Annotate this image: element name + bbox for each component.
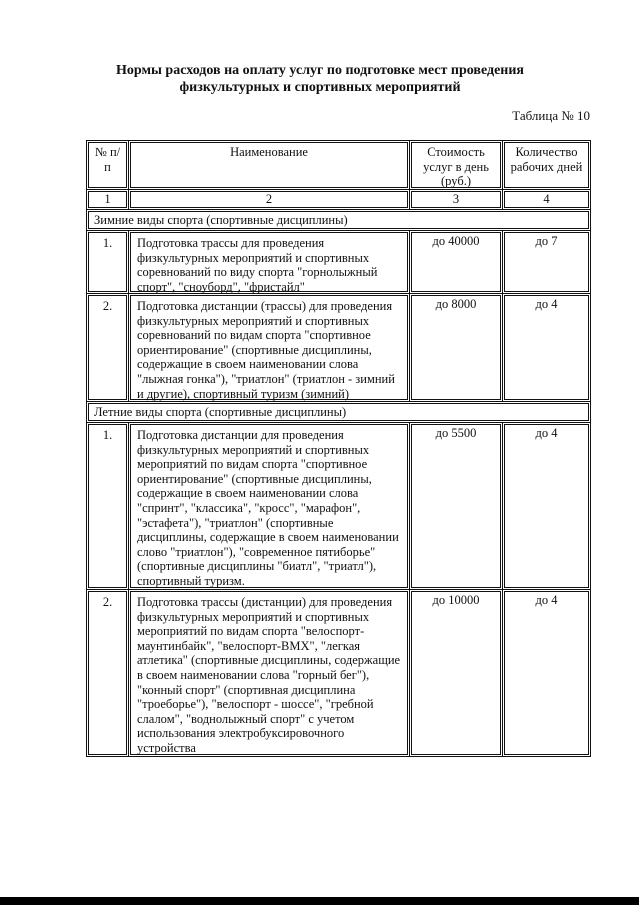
row-name: Подготовка дистанции (трассы) для проведения физкультурных мероприятий и спортивных соревнований по видам спорта "спортивное ориентирование" (спортивные дисциплины, содержащие в своем наименовании слова "лыжная гонка"), "триатлон" (триатлон - зимний и другие), спортивный туризм (зимний) [130, 295, 408, 400]
title-line-2: физкультурных и спортивных мероприятий [179, 80, 461, 95]
header-name: Наименование [130, 142, 408, 188]
title-line-1: Нормы расходов на оплату услуг по подготовке мест проведения [116, 63, 524, 78]
row-number: 2. [88, 591, 127, 755]
row-name: Подготовка дистанции для проведения физкультурных мероприятий и спортивных мероприятий по видам спорта "спортивное ориентирование" (спортивные дисциплины, содержащие в своем наименовании слова "спринт", "классика", "кросс", "марафон", "эстафета"), "триатлон" (спортивные дисциплины, содержащие в своем наименовании слово "триатлон"), "современное пятиборье" (спортивные дисциплины "биатл", "триатл"), спортивный туризм. [130, 424, 408, 588]
row-cost: до 8000 [411, 295, 501, 400]
row-cost: до 40000 [411, 232, 501, 292]
header-num: № п/п [88, 142, 127, 188]
column-number-4: 4 [504, 191, 589, 208]
row-name: Подготовка трассы для проведения физкультурных мероприятий и спортивных соревнований по виду спорта "горнолыжный спорт", "сноуборд", "фристайл" [130, 232, 408, 292]
row-days: до 4 [504, 295, 589, 400]
header-days: Количество рабочих дней [504, 142, 589, 188]
row-days: до 4 [504, 591, 589, 755]
section-title-winter: Зимние виды спорта (спортивные дисциплины) [88, 211, 589, 229]
row-days: до 7 [504, 232, 589, 292]
section-title-summer: Летние виды спорта (спортивные дисциплины) [88, 403, 589, 421]
row-number: 2. [88, 295, 127, 400]
row-cost: до 5500 [411, 424, 501, 588]
column-number-2: 2 [130, 191, 408, 208]
row-cost: до 10000 [411, 591, 501, 755]
document-title [60, 62, 580, 96]
table-number: Таблица № 10 [512, 108, 590, 123]
column-number-3: 3 [411, 191, 501, 208]
bottom-scan-edge [0, 897, 639, 905]
row-number: 1. [88, 424, 127, 588]
row-days: до 4 [504, 424, 589, 588]
row-number: 1. [88, 232, 127, 292]
header-cost: Стоимость услуг в день (руб.) [411, 142, 501, 188]
column-number-1: 1 [88, 191, 127, 208]
row-name: Подготовка трассы (дистанции) для проведения физкультурных мероприятий и спортивных мероприятий по видам спорта "велоспорт-маунтинбайк", "велоспорт-ВМХ", "легкая атлетика" (спортивные дисциплины, содержащие в своем наименовании слова "горный бег"), "конный спорт" (спортивная дисциплина "троеборье"), "велоспорт - шоссе", "гребной слалом", "воднолыжный спорт" с учетом использования электробуксировочного устройства [130, 591, 408, 755]
